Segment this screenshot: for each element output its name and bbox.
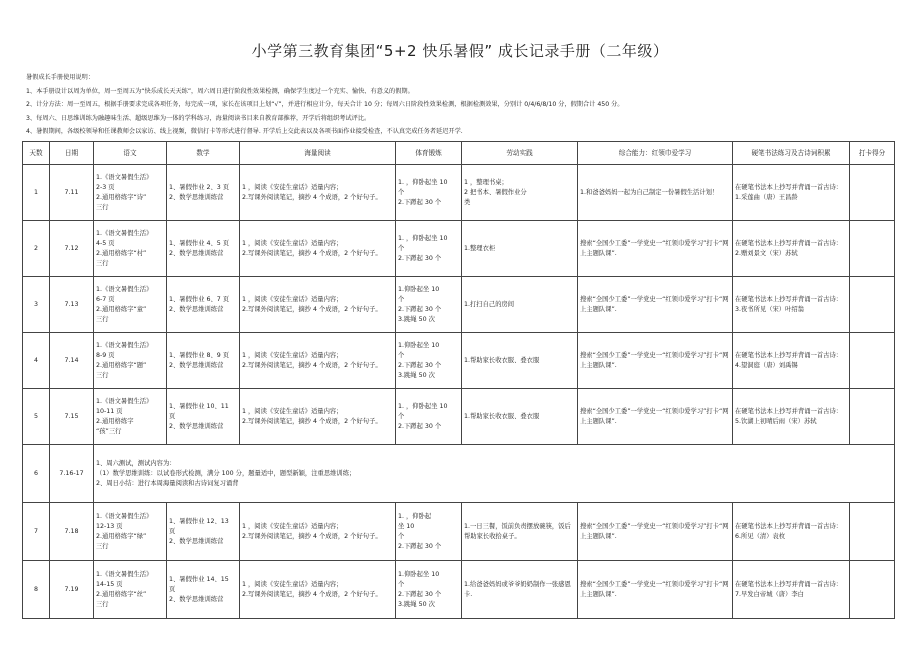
cell-math: 1、暑假作业 2、3 页 2、数学思维训练营 xyxy=(167,165,240,221)
header-labor: 劳动实践 xyxy=(462,142,578,165)
header-day: 天数 xyxy=(23,142,50,165)
cell-math: 1、暑假作业 6、7 页 2、数学思维训练营 xyxy=(167,277,240,333)
cell-reading: 1 ，阅读《安徒生童话》适量内容； 2.写课外阅读笔记，摘抄 4 个成语，2 个好句子。 xyxy=(240,165,396,221)
header-math: 数学 xyxy=(167,142,240,165)
cell-chinese: 1.《语文暑假生活》 4-5 页 2.通用格练字“村” 三行 xyxy=(94,221,167,277)
cell-day: 3 xyxy=(23,277,50,333)
cell-day: 4 xyxy=(23,333,50,389)
cell-sport: 1. ，仰卧起坐 10 个 2.下蹲起 30 个 xyxy=(396,221,462,277)
cell-reading: 1 ，阅读《安徒生童话》适量内容； 2.写课外阅读笔记，摘抄 4 个成语，2 个好句子。 xyxy=(240,389,396,445)
cell-math: 1、暑假作业 14、15 页 2、数学思维训练营 xyxy=(167,561,240,619)
cell-ability: 搜索“全国少工委”一学党史一“红领巾爱学习”打卡“网上主题队课”. xyxy=(578,389,733,445)
instructions xyxy=(26,71,906,139)
cell-date: 7.16-17 xyxy=(50,445,94,503)
cell-day: 5 xyxy=(23,389,50,445)
cell-score[interactable] xyxy=(850,277,895,333)
header-score: 打卡得分 xyxy=(850,142,895,165)
cell-reading: 1 ，阅读《安徒生童话》适量内容； 2.写课外阅读笔记，摘抄 4 个成语，2 个好句子。 xyxy=(240,277,396,333)
cell-score[interactable] xyxy=(850,333,895,389)
cell-reading: 1 ，阅读《安徒生童话》适量内容； 2.写课外阅读笔记，摘抄 4 个成语，2 个好句子。 xyxy=(240,561,396,619)
cell-sport: 1.仰卧起坐 10 个 2.下蹲起 30 个 3.跳绳 50 次 xyxy=(396,333,462,389)
cell-calligraphy: 在硬笔书法本上抄写并背诵一首古诗： 6.所见（清）袁枚 xyxy=(733,503,850,561)
cell-score[interactable] xyxy=(850,503,895,561)
cell-calligraphy: 在硬笔书法本上抄写并背诵一首古诗： 2.赠刘景文（宋）苏轼 xyxy=(733,221,850,277)
table-row xyxy=(23,277,895,333)
cell-ability: 搜索“全国少工委”一学党史一“红领巾爱学习”打卡“网上主题队课”. xyxy=(578,277,733,333)
table-header-row xyxy=(23,142,895,165)
cell-date: 7.15 xyxy=(50,389,94,445)
header-reading: 海量阅读 xyxy=(240,142,396,165)
cell-date: 7.12 xyxy=(50,221,94,277)
cell-date: 7.13 xyxy=(50,277,94,333)
cell-chinese: 1.《语文暑假生活》 6-7 页 2.通用格练字“童” 三行 xyxy=(94,277,167,333)
cell-date: 7.11 xyxy=(50,165,94,221)
header-date: 日期 xyxy=(50,142,94,165)
cell-ability: 搜索“全国少工委”一学党史一“红领巾爱学习”打卡“网上主题队课”. xyxy=(578,561,733,619)
cell-score[interactable] xyxy=(850,561,895,619)
cell-day: 6 xyxy=(23,445,50,503)
cell-chinese: 1.《语文暑假生活》 8-9 页 2.通用格练字“题” 三行 xyxy=(94,333,167,389)
cell-calligraphy: 在硬笔书法本上抄写并背诵一首古诗： 4.望洞庭（唐）刘禹锡 xyxy=(733,333,850,389)
cell-day: 1 xyxy=(23,165,50,221)
cell-score[interactable] xyxy=(850,389,895,445)
cell-calligraphy: 在硬笔书法本上抄写并背诵一首古诗： 3.夜书所见（宋）叶绍翁 xyxy=(733,277,850,333)
cell-math: 1、暑假作业 12、13 页 2、数学思维训练营 xyxy=(167,503,240,561)
instruction-item: 3、每周六、日思维训练为融趣味生活、超级思维为一体的学科练习，海量阅读书目来自教育部推荐，开学后将组织考试评比。 xyxy=(26,114,371,122)
cell-reading: 1 ，阅读《安徒生童话》适量内容； 2.写课外阅读笔记，摘抄 4 个成语，2 个好句子。 xyxy=(240,333,396,389)
cell-calligraphy: 在硬笔书法本上抄写并背诵一首古诗： 5.饮湖上初晴后雨（宋）苏轼 xyxy=(733,389,850,445)
table-row xyxy=(23,561,895,619)
table-row-weekend xyxy=(23,445,895,503)
cell-math: 1、暑假作业 8、9 页 2、数学思维训练营 xyxy=(167,333,240,389)
table-row xyxy=(23,221,895,277)
cell-day: 2 xyxy=(23,221,50,277)
instruction-item: 1、本手册设计以周为单位，周一至周五为“快乐成长天天练”，周六周日进行阶段性效果检测，确保学生度过一个充实、愉快、有意义的假期。 xyxy=(26,87,414,95)
header-calligraphy: 硬笔书法练习及古诗词积累 xyxy=(733,142,850,165)
cell-sport: 1. ，仰卧起 坐 10 个 2.下蹲起 30 个 xyxy=(396,503,462,561)
cell-chinese: 1.《语文暑假生活》 2-3 页 2.通用格练字“诗” 三行 xyxy=(94,165,167,221)
instruction-item: 2、计分方法：周一至周五，根据手册要求完成各项任务，每完成一项，家长在该项目上划“√”，并进行相应计分，每天合计 10 分；每周六日阶段性效果检测，根据检测效果，分别计 0/4/6/8/10 分，假期合计 450 分。 xyxy=(26,101,624,109)
cell-sport: 1. ，仰卧起坐 10 个 2.下蹲起 30 个 xyxy=(396,165,462,221)
cell-labor: 1.一日三餐，饭前负责摆放碗筷，饭后帮助家长收拾桌子。 xyxy=(462,503,578,561)
instructions-heading: 暑假成长手册使用说明： xyxy=(26,74,95,81)
cell-ability: 搜索“全国少工委”一学党史一“红领巾爱学习”打卡“网上主题队课”. xyxy=(578,333,733,389)
cell-sport: 1.仰卧起坐 10 个 2.下蹲起 30 个 3.跳绳 50 次 xyxy=(396,277,462,333)
cell-labor: 1.整理衣柜 xyxy=(462,221,578,277)
cell-sport: 1. ，仰卧起坐 10 个 2.下蹲起 30 个 xyxy=(396,389,462,445)
cell-date: 7.18 xyxy=(50,503,94,561)
cell-math: 1、暑假作业 4、5 页 2、数学思维训练营 xyxy=(167,221,240,277)
cell-reading: 1 ，阅读《安徒生童话》适量内容； 2.写课外阅读笔记，摘抄 4 个成语，2 个好句子。 xyxy=(240,503,396,561)
cell-sport: 1.仰卧起坐 10 个 2.下蹲起 30 个 3.跳绳 50 次 xyxy=(396,561,462,619)
record-table xyxy=(22,141,895,619)
cell-chinese: 1.《语文暑假生活》 12-13 页 2.通用格练字“绿” 三行 xyxy=(94,503,167,561)
cell-ability: 1.和爸爸妈妈一起为自己制定一份暑假生活计划！ xyxy=(578,165,733,221)
table-row xyxy=(23,503,895,561)
cell-labor: 1.帮助家长收衣服、叠衣服 xyxy=(462,333,578,389)
header-ability: 综合能力：红领巾爱学习 xyxy=(578,142,733,165)
cell-chinese: 1.《语文暑假生活》 10-11 页 2.通用格练字 “孩”三行 xyxy=(94,389,167,445)
cell-labor: 1.打扫自己的房间 xyxy=(462,277,578,333)
cell-labor: 1 ，整理书桌； 2 把书本、暑假作业分 类 xyxy=(462,165,578,221)
cell-calligraphy: 在硬笔书法本上抄写并背诵一首古诗： 1.采莲曲（唐）王昌龄 xyxy=(733,165,850,221)
cell-chinese: 1.《语文暑假生活》 14-15 页 2.通用格练字“丝” 三行 xyxy=(94,561,167,619)
cell-day: 8 xyxy=(23,561,50,619)
instruction-item: 4、暑假期间，各级校领导和任课教师会以家访、线上视频，微信打卡等形式进行督导. 开学后上交此表以及各项书面作业接受检查，不认真完成任务者延迟开学. xyxy=(26,128,463,136)
page-title: 小学第三教育集团“5+2 快乐暑假” 成长记录手册（二年级） xyxy=(251,42,669,60)
cell-score[interactable] xyxy=(850,165,895,221)
cell-day: 7 xyxy=(23,503,50,561)
table-row xyxy=(23,165,895,221)
cell-weekend-plan: 1、周六测试，测试内容为： （1）数学思维训练：以试卷形式检测，满分 100 分，题量适中，题型新颖，注重思维训练； 2、周日小结：进行本周海量阅读和古诗词复习诵背 xyxy=(94,445,895,503)
cell-ability: 搜索“全国少工委”一学党史一“红领巾爱学习”打卡“网上主题队课”. xyxy=(578,221,733,277)
cell-labor: 1.帮助家长收衣服、叠衣服 xyxy=(462,389,578,445)
cell-date: 7.14 xyxy=(50,333,94,389)
cell-calligraphy: 在硬笔书法本上抄写并背诵一首古诗： 7.早发白帝城（唐）李白 xyxy=(733,561,850,619)
cell-labor: 1.给爸爸妈妈或爷爷奶奶制作一张感恩卡. xyxy=(462,561,578,619)
header-chinese: 语文 xyxy=(94,142,167,165)
header-sport: 体育锻炼 xyxy=(396,142,462,165)
table-row xyxy=(23,389,895,445)
cell-math: 1、暑假作业 10、11 页 2、数学思维训练营 xyxy=(167,389,240,445)
cell-score[interactable] xyxy=(850,221,895,277)
cell-ability: 搜索“全国少工委”一学党史一“红领巾爱学习”打卡“网上主题队课”. xyxy=(578,503,733,561)
cell-reading: 1 ，阅读《安徒生童话》适量内容； 2.写课外阅读笔记，摘抄 4 个成语，2 个好句子。 xyxy=(240,221,396,277)
table-row xyxy=(23,333,895,389)
cell-date: 7.19 xyxy=(50,561,94,619)
